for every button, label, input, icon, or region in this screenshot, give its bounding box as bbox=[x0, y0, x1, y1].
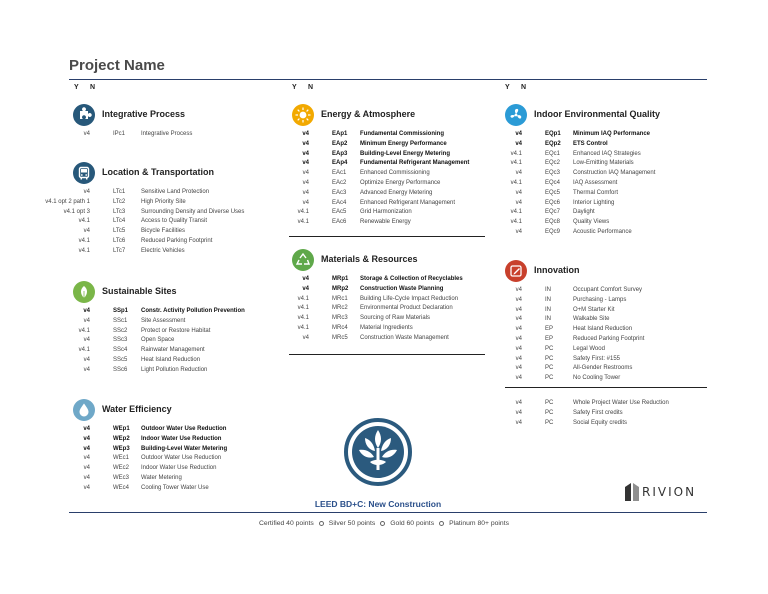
separator-circle-icon bbox=[380, 521, 385, 526]
bottom-rule bbox=[69, 512, 707, 513]
credit-version: v4 bbox=[302, 276, 309, 282]
credit-code: EQc1 bbox=[545, 150, 561, 157]
credit-name: Building Life-Cycle Impact Reduction bbox=[360, 295, 459, 302]
credit-code: PC bbox=[545, 419, 554, 426]
credit-row bbox=[51, 474, 291, 484]
credit-code: WEp2 bbox=[113, 435, 130, 442]
credit-code: SSc5 bbox=[113, 356, 128, 363]
credit-name: Thermal Comfort bbox=[573, 189, 619, 196]
credit-row bbox=[51, 454, 291, 464]
credit-code: EAc3 bbox=[332, 189, 347, 196]
credit-code: MRc2 bbox=[332, 305, 348, 312]
credit-code: EP bbox=[545, 326, 554, 333]
credit-row bbox=[483, 419, 723, 429]
credit-name: Open Space bbox=[141, 337, 175, 344]
credit-name: Occupant Comfort Survey bbox=[573, 287, 643, 293]
credit-name: Reduced Parking Footprint bbox=[141, 237, 213, 244]
credit-code: MRc3 bbox=[332, 315, 348, 322]
credit-row bbox=[483, 228, 723, 238]
credit-name: Indoor Water Use Reduction bbox=[141, 435, 222, 442]
credit-row bbox=[51, 445, 291, 455]
credit-name: Environmental Product Declaration bbox=[360, 305, 453, 312]
energy-section-divider bbox=[289, 236, 485, 237]
credit-row bbox=[51, 227, 291, 237]
credit-row bbox=[483, 130, 723, 140]
credit-version: v4.1 bbox=[297, 305, 309, 312]
credit-name: Bicycle Facilities bbox=[141, 228, 186, 235]
credit-name: Grid Harmonization bbox=[360, 209, 412, 216]
credit-row bbox=[270, 275, 510, 285]
brand-mark-icon bbox=[625, 483, 639, 501]
credit-name: Electric Vehicles bbox=[141, 247, 185, 254]
credit-name: Cooling Tower Water Use bbox=[141, 484, 209, 491]
section-title: Innovation bbox=[534, 265, 580, 275]
credit-code: PC bbox=[545, 375, 554, 382]
credit-version: v4 bbox=[302, 285, 309, 292]
credit-code: EAp2 bbox=[332, 140, 348, 147]
credit-version: v4 bbox=[302, 179, 309, 186]
credit-row bbox=[483, 409, 723, 419]
credit-code: IN bbox=[545, 306, 551, 313]
credit-name: Building-Level Water Metering bbox=[141, 445, 228, 452]
credit-code: EP bbox=[545, 335, 554, 342]
credit-version: v4 bbox=[83, 356, 90, 363]
credit-code: MRc4 bbox=[332, 324, 348, 331]
credit-code: SSp1 bbox=[113, 308, 129, 314]
credit-version: v4 bbox=[83, 474, 90, 481]
credit-code: IN bbox=[545, 316, 551, 323]
credit-version: v4 bbox=[83, 484, 90, 491]
credit-version: v4.1 bbox=[78, 327, 90, 334]
bus-icon bbox=[73, 162, 95, 184]
credit-version: v4 bbox=[302, 170, 309, 177]
credit-row bbox=[483, 315, 723, 325]
no-label: N bbox=[521, 84, 527, 91]
credit-code: EAc4 bbox=[332, 199, 347, 206]
credit-code: EQc3 bbox=[545, 170, 561, 177]
sun-icon bbox=[292, 104, 314, 126]
credit-version: v4 bbox=[515, 409, 522, 416]
credit-name: Outdoor Water Use Reduction bbox=[141, 455, 222, 462]
credit-version: v4 bbox=[515, 326, 522, 333]
yn-header-left bbox=[74, 84, 106, 91]
credit-code: SSc6 bbox=[113, 366, 128, 373]
credit-name: Minimum Energy Performance bbox=[360, 140, 447, 147]
credit-version: v4 bbox=[302, 199, 309, 206]
credit-code: PC bbox=[545, 409, 554, 416]
credit-version: v4 bbox=[515, 335, 522, 342]
credit-version: v4 bbox=[515, 400, 522, 406]
credit-code: EAc2 bbox=[332, 179, 347, 186]
credit-name: Safety First: #155 bbox=[573, 355, 621, 362]
yes-label: Y bbox=[292, 84, 297, 91]
leed-rating-system-label: LEED BD+C: New Construction bbox=[314, 499, 442, 509]
credit-name: Reduced Parking Footprint bbox=[573, 335, 645, 342]
brand-name: RIVION bbox=[642, 485, 697, 499]
credit-code: MRp2 bbox=[332, 285, 349, 292]
credit-row bbox=[483, 364, 723, 374]
credit-version: v4 bbox=[302, 140, 309, 147]
credit-row bbox=[483, 399, 723, 409]
credit-name: Social Equity credits bbox=[573, 419, 628, 426]
credit-name: Safety First credits bbox=[573, 409, 623, 416]
credit-code: EAp3 bbox=[332, 150, 348, 157]
credit-code: LTc3 bbox=[113, 208, 126, 215]
credit-name: Enhanced IAQ Strategies bbox=[573, 150, 641, 157]
credit-code: SSc4 bbox=[113, 347, 128, 354]
credit-name: Interior Lighting bbox=[573, 199, 615, 206]
credit-code: MRc1 bbox=[332, 295, 348, 302]
credit-name: Material Ingredients bbox=[360, 324, 413, 331]
leed-logo bbox=[344, 418, 412, 486]
credit-version: v4.1 bbox=[78, 347, 90, 354]
credit-code: IN bbox=[545, 287, 551, 293]
credit-name: Water Metering bbox=[141, 474, 182, 481]
credit-version: v4 bbox=[515, 228, 522, 235]
credit-code: WEc1 bbox=[113, 455, 130, 462]
credit-name: High Priority Site bbox=[141, 198, 186, 205]
credit-code: EQp2 bbox=[545, 140, 561, 147]
credit-row bbox=[483, 208, 723, 218]
credit-code: WEp1 bbox=[113, 426, 130, 432]
credit-code: EQc8 bbox=[545, 219, 561, 226]
credit-code: EAc1 bbox=[332, 170, 347, 177]
credit-code: SSc2 bbox=[113, 327, 128, 334]
credit-row bbox=[483, 306, 723, 316]
credit-version: v4 bbox=[515, 375, 522, 382]
credit-version: v4.1 bbox=[510, 219, 522, 226]
credit-row bbox=[483, 374, 723, 384]
credit-name: Construction Waste Planning bbox=[360, 285, 444, 292]
credit-row bbox=[483, 199, 723, 209]
section-title: Location & Transportation bbox=[102, 167, 215, 177]
credit-code: EAc5 bbox=[332, 209, 347, 216]
credit-code: LTc4 bbox=[113, 218, 126, 225]
fan-icon bbox=[505, 104, 527, 126]
credit-row bbox=[51, 464, 291, 474]
credit-code: LTc2 bbox=[113, 198, 126, 205]
credit-code: EQc7 bbox=[545, 209, 561, 216]
credit-row bbox=[483, 159, 723, 169]
credit-name: Heat Island Reduction bbox=[141, 356, 201, 363]
credit-row bbox=[51, 247, 291, 257]
credit-version: v4.1 bbox=[78, 237, 90, 244]
credit-code: LTc6 bbox=[113, 237, 126, 244]
credit-version: v4 bbox=[83, 435, 90, 442]
credit-version: v4 bbox=[302, 189, 309, 196]
credit-row bbox=[483, 218, 723, 228]
credit-row bbox=[483, 189, 723, 199]
credit-version: v4.1 bbox=[297, 295, 309, 302]
credit-version: v4.1 bbox=[510, 209, 522, 216]
credit-version: v4.1 bbox=[297, 315, 309, 322]
level-silver: Silver 50 points bbox=[328, 520, 376, 527]
credit-row bbox=[483, 179, 723, 189]
credit-row bbox=[51, 484, 291, 494]
credit-row bbox=[483, 150, 723, 160]
credit-version: v4 bbox=[83, 366, 90, 373]
credit-row bbox=[51, 425, 291, 435]
credit-name: Renewable Energy bbox=[360, 219, 411, 226]
credit-row bbox=[51, 346, 291, 356]
credit-version: v4.1 bbox=[297, 324, 309, 331]
credit-version: v4 bbox=[515, 287, 522, 293]
credit-list bbox=[51, 425, 291, 494]
credit-version: v4 bbox=[302, 131, 309, 137]
credit-name: Outdoor Water Use Reduction bbox=[141, 426, 227, 432]
credit-version: v4.1 bbox=[510, 179, 522, 186]
credit-code: LTc1 bbox=[113, 189, 126, 195]
section-title: Sustainable Sites bbox=[102, 286, 177, 296]
credit-code: IPc1 bbox=[113, 131, 126, 137]
credit-code: WEp3 bbox=[113, 445, 130, 452]
credit-code: LTc5 bbox=[113, 228, 126, 235]
credit-version: v4.1 bbox=[297, 219, 309, 226]
credit-code: EQc5 bbox=[545, 189, 561, 196]
credit-version: v4 bbox=[515, 365, 522, 372]
credit-name: Construction IAQ Management bbox=[573, 170, 656, 177]
credit-name: Legal Wood bbox=[573, 345, 605, 352]
credit-version: v4 bbox=[515, 296, 522, 303]
page-title: Project Name bbox=[69, 57, 165, 74]
materials-section-divider bbox=[289, 354, 485, 355]
credit-version: v4 bbox=[302, 334, 309, 341]
credit-version: v4 bbox=[83, 308, 90, 314]
credit-name: Access to Quality Transit bbox=[141, 218, 208, 225]
credit-row bbox=[483, 345, 723, 355]
credit-code: EQc2 bbox=[545, 160, 561, 167]
credit-code: PC bbox=[545, 345, 554, 352]
credit-version: v4 bbox=[515, 131, 522, 137]
innovation-section-divider bbox=[505, 387, 707, 388]
credit-row bbox=[483, 169, 723, 179]
credit-name: O+M Starter Kit bbox=[573, 306, 615, 313]
credit-code: EQc9 bbox=[545, 228, 561, 235]
credit-name: Enhanced Refrigerant Management bbox=[360, 199, 456, 206]
credit-code: WEc4 bbox=[113, 484, 130, 491]
credit-row bbox=[483, 140, 723, 150]
credit-name: Storage & Collection of Recyclables bbox=[360, 276, 463, 282]
leaf-icon bbox=[73, 281, 95, 303]
section-title: Energy & Atmosphere bbox=[321, 109, 416, 119]
credit-version: v4 bbox=[83, 317, 90, 324]
credit-name: Site Assessment bbox=[141, 317, 186, 324]
credit-name: Optimize Energy Performance bbox=[360, 179, 441, 186]
credit-row bbox=[51, 435, 291, 445]
level-certified: Certified 40 points bbox=[258, 520, 314, 527]
credit-version: v4 bbox=[515, 199, 522, 206]
credit-version: v4 bbox=[515, 189, 522, 196]
section-title: Materials & Resources bbox=[321, 254, 418, 264]
credit-code: LTc7 bbox=[113, 247, 126, 254]
separator-circle-icon bbox=[319, 521, 324, 526]
credit-version: v4 bbox=[83, 228, 90, 235]
credit-name: IAQ Assessment bbox=[573, 179, 618, 186]
section-title: Integrative Process bbox=[102, 109, 186, 119]
yes-label: Y bbox=[505, 84, 510, 91]
credit-name: Fundamental Commissioning bbox=[360, 131, 445, 137]
credit-version: v4 bbox=[83, 465, 90, 472]
no-label: N bbox=[90, 84, 96, 91]
credit-name: Fundamental Refrigerant Management bbox=[360, 160, 470, 167]
credit-name: Indoor Water Use Reduction bbox=[141, 465, 217, 472]
credit-version: v4 bbox=[83, 455, 90, 462]
credit-list bbox=[483, 399, 723, 428]
certification-levels bbox=[0, 520, 768, 527]
credit-name: Low-Emitting Materials bbox=[573, 160, 634, 167]
credit-name: Rainwater Management bbox=[141, 347, 205, 354]
credit-code: PC bbox=[545, 365, 554, 372]
credit-name: Purchasing - Lamps bbox=[573, 296, 627, 303]
credit-name: Sourcing of Raw Materials bbox=[360, 315, 431, 322]
credit-code: EAc6 bbox=[332, 219, 347, 226]
credit-name: Sensitive Land Protection bbox=[141, 189, 210, 195]
credit-row bbox=[51, 366, 291, 376]
credit-code: EQp1 bbox=[545, 131, 561, 137]
credit-code: MRp1 bbox=[332, 276, 349, 282]
credit-version: v4 bbox=[83, 189, 90, 195]
credit-version: v4.1 bbox=[297, 209, 309, 216]
credit-code: IN bbox=[545, 296, 551, 303]
yn-header-middle bbox=[292, 84, 324, 91]
credit-name: Construction Waste Management bbox=[360, 334, 449, 341]
credit-code: WEc3 bbox=[113, 474, 130, 481]
credit-name: Daylight bbox=[573, 209, 595, 216]
no-label: N bbox=[308, 84, 314, 91]
credit-version: v4.1 bbox=[78, 247, 90, 254]
credit-version: v4 bbox=[83, 337, 90, 344]
credit-code: EAp4 bbox=[332, 160, 348, 167]
credit-name: Constr. Activity Pollution Prevention bbox=[141, 308, 245, 314]
credit-version: v4 bbox=[83, 426, 90, 432]
credit-code: EQc4 bbox=[545, 179, 561, 186]
level-platinum: Platinum 80+ points bbox=[449, 520, 509, 527]
credit-version: v4 bbox=[515, 355, 522, 362]
credit-version: v4 bbox=[515, 345, 522, 352]
credit-name: Surrounding Density and Diverse Uses bbox=[141, 208, 245, 215]
credit-version: v4.1 opt 3 bbox=[63, 208, 90, 215]
credit-list bbox=[483, 130, 723, 238]
credit-code: SSc3 bbox=[113, 337, 128, 344]
credit-name: Protect or Restore Habitat bbox=[141, 327, 211, 334]
credit-code: EQc6 bbox=[545, 199, 561, 206]
credit-row bbox=[483, 325, 723, 335]
credit-version: v4 bbox=[515, 170, 522, 177]
credit-row bbox=[51, 356, 291, 366]
level-gold: Gold 60 points bbox=[390, 520, 435, 527]
credit-version: v4 bbox=[515, 419, 522, 426]
credit-version: v4.1 bbox=[510, 150, 522, 157]
credit-version: v4 bbox=[515, 316, 522, 323]
credit-version: v4 bbox=[302, 160, 309, 167]
credit-name: All-Gender Restrooms bbox=[573, 365, 633, 372]
credit-name: Walkable Site bbox=[573, 316, 610, 323]
credit-version: v4.1 bbox=[78, 218, 90, 225]
credit-row bbox=[483, 286, 723, 296]
credit-name: Integrative Process bbox=[141, 131, 193, 137]
puzzle-icon bbox=[73, 104, 95, 126]
credit-version: v4 bbox=[302, 150, 309, 157]
credit-row bbox=[483, 335, 723, 345]
credit-name: No Cooling Tower bbox=[573, 375, 621, 382]
drop-icon bbox=[73, 399, 95, 421]
yes-label: Y bbox=[74, 84, 79, 91]
section-title: Water Efficiency bbox=[102, 404, 172, 414]
credit-name: Minimum IAQ Performance bbox=[573, 131, 651, 137]
credit-version: v4 bbox=[83, 131, 90, 137]
credit-code: EAp1 bbox=[332, 131, 348, 137]
recycle-icon bbox=[292, 249, 314, 271]
credit-list bbox=[483, 286, 723, 384]
credit-code: MRc5 bbox=[332, 334, 348, 341]
credit-name: Acoustic Performance bbox=[573, 228, 632, 235]
credit-code: SSc1 bbox=[113, 317, 128, 324]
pencil-icon bbox=[505, 260, 527, 282]
section-title: Indoor Environmental Quality bbox=[534, 109, 661, 119]
credit-version: v4.1 opt 2 path 1 bbox=[45, 198, 90, 205]
credit-name: ETS Control bbox=[573, 140, 608, 147]
credit-name: Heat Island Reduction bbox=[573, 326, 633, 333]
credit-code: PC bbox=[545, 355, 554, 362]
credit-row bbox=[51, 237, 291, 247]
credit-code: WEc2 bbox=[113, 465, 130, 472]
credit-version: v4 bbox=[515, 140, 522, 147]
credit-name: Quality Views bbox=[573, 219, 610, 226]
yn-header-right bbox=[505, 84, 537, 91]
credit-name: Advanced Energy Metering bbox=[360, 189, 433, 196]
credit-version: v4.1 bbox=[510, 160, 522, 167]
credit-version: v4 bbox=[83, 445, 90, 452]
top-rule bbox=[69, 79, 707, 80]
credit-version: v4 bbox=[515, 306, 522, 313]
credit-code: PC bbox=[545, 400, 554, 406]
separator-circle-icon bbox=[439, 521, 444, 526]
credit-name: Whole Project Water Use Reduction bbox=[573, 400, 669, 406]
credit-name: Enhanced Commissioning bbox=[360, 170, 430, 177]
credit-row bbox=[483, 355, 723, 365]
credit-name: Building-Level Energy Metering bbox=[360, 150, 451, 157]
credit-row bbox=[483, 296, 723, 306]
credit-name: Light Pollution Reduction bbox=[141, 366, 208, 373]
